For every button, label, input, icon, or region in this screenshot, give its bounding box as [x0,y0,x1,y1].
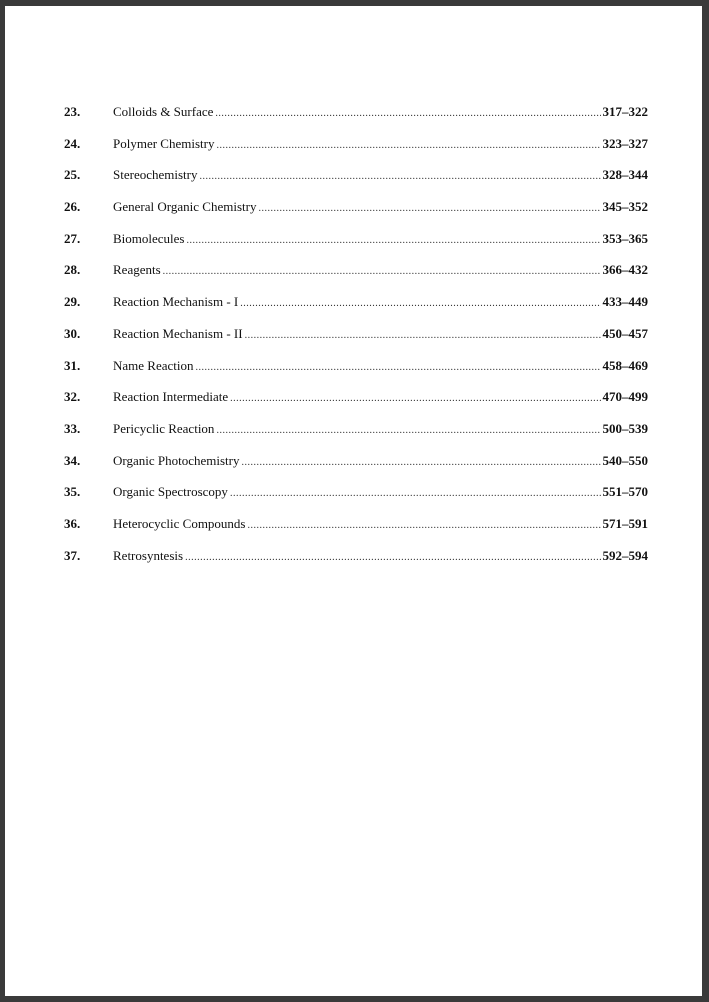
table-of-contents [64,104,648,579]
toc-entry [64,136,648,168]
toc-dot-leader [215,106,600,122]
toc-entry-title: General Organic Chemistry [113,199,257,215]
toc-entry-pages: 450–457 [602,325,648,341]
toc-entry-pages: 433–449 [602,294,648,310]
toc-entry-title: Name Reaction [113,357,194,373]
toc-entry-number: 23. [64,104,81,119]
toc-entry-title: Biomolecules [113,230,185,246]
toc-entry-title: Organic Spectroscopy [113,484,228,500]
toc-entry-number: 26. [64,199,81,215]
toc-entry-number: 29. [64,294,81,310]
toc-entry-pages: 500–539 [602,420,648,436]
toc-entry-number: 25. [64,167,81,183]
toc-entry-title: Heterocyclic Compounds [113,515,246,531]
toc-entry-number: 28. [64,262,81,278]
toc-entry [64,516,648,548]
toc-entry [64,231,648,263]
toc-entry-pages: 592–594 [602,547,648,563]
toc-dot-leader [230,486,601,502]
toc-dot-leader [185,550,600,566]
toc-entry-pages: 540–550 [602,452,648,468]
toc-entry [64,167,648,199]
toc-entry-number: 36. [64,515,81,531]
toc-entry [64,389,648,421]
toc-entry-title: Retrosyntesis [113,547,184,563]
toc-entry-pages: 353–365 [602,230,648,246]
toc-dot-leader [216,423,600,439]
toc-entry [64,104,648,136]
toc-entry-title: Polymer Chemistry [113,135,215,151]
toc-entry-title: Reaction Mechanism - I [113,294,239,310]
toc-entry-title: Stereochemistry [113,167,198,183]
toc-entry-title: Reagents [113,262,161,278]
toc-entry-pages: 458–469 [602,357,648,373]
toc-entry-pages: 470–499 [602,389,648,405]
toc-entry-title: Reaction Intermediate [113,389,229,405]
toc-entry [64,326,648,358]
toc-entry [64,453,648,485]
toc-dot-leader [242,455,601,471]
toc-dot-leader [240,296,600,312]
toc-entry-number: 35. [64,484,81,500]
toc-entry-number: 32. [64,389,81,405]
toc-entry-number: 34. [64,452,81,468]
toc-dot-leader [163,264,601,280]
toc-entry-title: Pericyclic Reaction [113,420,215,436]
toc-entry-pages: 571–591 [602,515,648,531]
toc-entry [64,262,648,294]
toc-entry [64,358,648,390]
toc-dot-leader [248,518,601,534]
toc-entry-title: Reaction Mechanism - II [113,325,243,341]
toc-dot-leader [199,169,600,185]
toc-entry-pages: 323–327 [602,135,648,151]
toc-dot-leader [187,233,601,249]
toc-entry [64,294,648,326]
toc-dot-leader [230,391,600,407]
toc-entry [64,199,648,231]
toc-entry-number: 24. [64,135,81,151]
toc-entry-pages: 345–352 [602,199,648,215]
toc-entry-number: 33. [64,420,81,436]
toc-dot-leader [196,360,601,376]
toc-entry-title: Organic Photochemistry [113,452,240,468]
toc-entry [64,421,648,453]
toc-entry-number: 37. [64,547,81,563]
toc-entry-number: 31. [64,357,81,373]
toc-dot-leader [258,201,600,217]
toc-dot-leader [245,328,601,344]
toc-dot-leader [216,138,600,154]
toc-entry-pages: 551–570 [602,484,648,500]
toc-entry-title: Colloids & Surface [113,104,214,119]
document-page [5,6,702,996]
toc-entry-number: 30. [64,325,81,341]
toc-entry-pages: 366–432 [602,262,648,278]
toc-entry [64,548,648,580]
toc-entry [64,484,648,516]
toc-entry-pages: 317–322 [602,104,648,119]
toc-entry-number: 27. [64,230,81,246]
toc-entry-pages: 328–344 [602,167,648,183]
